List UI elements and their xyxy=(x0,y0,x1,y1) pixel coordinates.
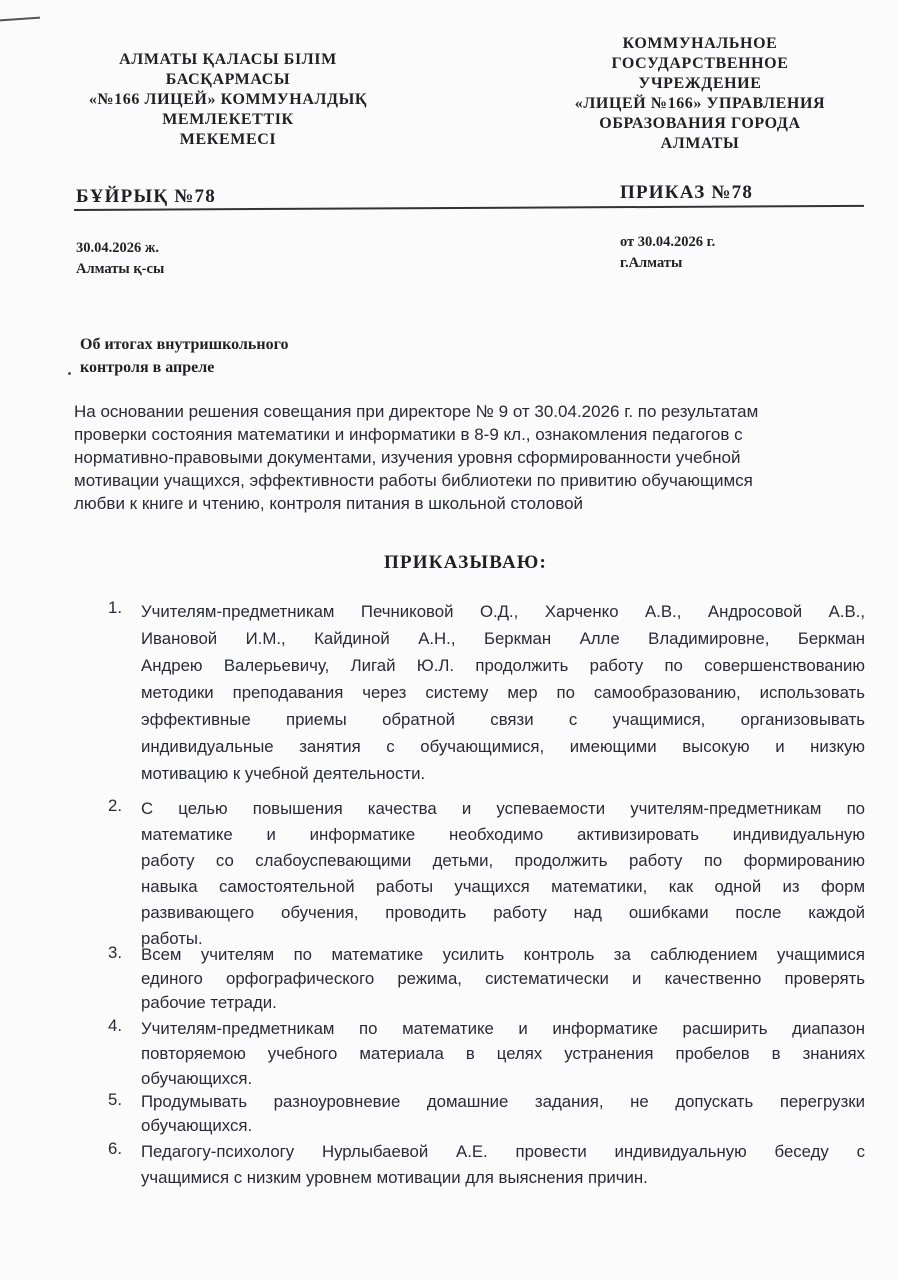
org-ru-line: АЛМАТЫ xyxy=(660,135,740,152)
item-line: индивидуальные занятия с обучающимися, имеющими высокую и низкую xyxy=(141,737,865,756)
item-line: С целью повышения качества и успеваемости учителям-предметникам по xyxy=(141,799,865,818)
org-kz-line: «№166 ЛИЦЕЙ» КОММУНАЛДЫҚ xyxy=(88,91,368,108)
item-line: эффективные приемы обратной связи с учащимися, организовывать xyxy=(141,710,865,729)
item-number: 1. xyxy=(108,598,122,617)
preamble-line: мотивации учащихся, эффективности работы библиотеки по привитию обучающимся xyxy=(74,471,753,490)
item-text xyxy=(141,1016,865,1091)
item-line: математике и информатике необходимо активизировать индивидуальную xyxy=(141,825,865,844)
item-text xyxy=(141,796,865,952)
item-line: Продумывать разноуровневие домашние задания, не допускать перегрузки xyxy=(141,1092,865,1111)
item-line: учащимися с низким уровнем мотивации для выяснения причин. xyxy=(141,1168,648,1187)
item-number: 2. xyxy=(108,796,122,815)
preamble-paragraph xyxy=(74,400,866,515)
order-number-kazakh: БҰЙРЫҚ №78 xyxy=(76,186,216,207)
order-subject xyxy=(80,333,288,379)
item-line: работу со слабоуспевающими детьми, продолжить работу по формированию xyxy=(141,851,865,870)
scan-dot xyxy=(68,372,71,375)
item-line: единого орфографического режима, систематически и качественно проверять xyxy=(141,969,865,988)
preamble-line: проверки состояния математики и информатики в 8-9 кл., ознакомления педагогов с xyxy=(74,425,743,444)
order-number-russian: ПРИКАЗ №78 xyxy=(620,182,754,203)
preamble-line: любви к книге и чтению, контроля питания в школьной столовой xyxy=(74,494,584,513)
order-city-ru: г.Алматы xyxy=(620,255,683,271)
item-number: 4. xyxy=(108,1016,122,1035)
org-kz-line: АЛМАТЫ ҚАЛАСЫ БІЛІМ xyxy=(119,51,337,68)
org-ru-line: ГОСУДАРСТВЕННОЕ xyxy=(611,55,789,72)
order-city-kz: Алматы қ-сы xyxy=(76,261,165,277)
item-line: работы. xyxy=(141,929,203,948)
item-line: Всем учителям по математике усилить контроль за саблюдением учащимися xyxy=(141,945,865,964)
item-line: Педагогу-психологу Нурлыбаевой А.Е. провести индивидуальную беседу с xyxy=(141,1142,865,1161)
org-kz-line: МЕМЛЕКЕТТІК xyxy=(162,111,294,128)
item-number: 6. xyxy=(108,1139,122,1158)
item-line: Андрею Валерьевичу, Лигай Ю.Л. продолжить работу по совершенствованию xyxy=(141,656,865,675)
org-name-russian xyxy=(545,34,855,154)
item-line: Учителям-предметникам по математике и информатике расширить диапазон xyxy=(141,1019,865,1038)
item-line: мотивацию к учебной деятельности. xyxy=(141,764,426,783)
org-ru-line: ОБРАЗОВАНИЯ ГОРОДА xyxy=(599,115,801,132)
item-line: обучающихся. xyxy=(141,1069,253,1088)
preamble-line: На основании решения совещания при директоре № 9 от 30.04.2026 г. по результатам xyxy=(74,402,759,421)
preamble-line: нормативно-правовыми документами, изучения уровня сформированности учебной xyxy=(74,448,741,467)
item-line: навыка самостоятельной работы учащихся математики, как одной из форм xyxy=(141,877,865,896)
scan-mark xyxy=(0,17,40,22)
item-line: Учителям-предметникам Печниковой О.Д., Харченко А.В., Андросовой А.В., xyxy=(141,602,865,621)
org-kz-line: БАСҚАРМАСЫ xyxy=(165,71,291,88)
item-text xyxy=(141,598,865,787)
item-number: 3. xyxy=(108,943,122,962)
item-line: Ивановой И.М., Кайдиной А.Н., Беркман Алле Владимировне, Беркман xyxy=(141,629,865,648)
item-line: методики преподавания через систему мер по самообразованию, использовать xyxy=(141,683,865,702)
order-date-ru: от 30.04.2026 г. xyxy=(620,234,716,250)
org-kz-line: МЕКЕМЕСІ xyxy=(179,131,277,148)
decree-heading: ПРИКАЗЫВАЮ: xyxy=(384,552,547,573)
order-date-kz: 30.04.2026 ж. xyxy=(76,240,160,256)
item-text xyxy=(141,1139,865,1191)
org-ru-line: УЧРЕЖДЕНИЕ xyxy=(638,75,762,92)
subject-line: Об итогах внутришкольного xyxy=(80,336,289,353)
org-name-kazakh xyxy=(78,50,378,150)
item-line: рабочие тетради. xyxy=(141,993,277,1012)
item-text xyxy=(141,943,865,1015)
item-line: развивающего обучения, проводить работу над ошибками после каждой xyxy=(141,903,865,922)
item-line: повторяемою учебного материала в целях устранения пробелов в знаниях xyxy=(141,1044,865,1063)
item-line: обучающихся. xyxy=(141,1116,253,1135)
org-ru-line: КОММУНАЛЬНОЕ xyxy=(622,35,778,52)
date-place-russian xyxy=(620,232,715,274)
date-place-kazakh xyxy=(76,238,164,280)
item-number: 5. xyxy=(108,1090,122,1109)
org-ru-line: «ЛИЦЕЙ №166» УПРАВЛЕНИЯ xyxy=(574,95,826,112)
subject-line: контроля в апреле xyxy=(80,359,215,376)
item-text xyxy=(141,1090,865,1138)
